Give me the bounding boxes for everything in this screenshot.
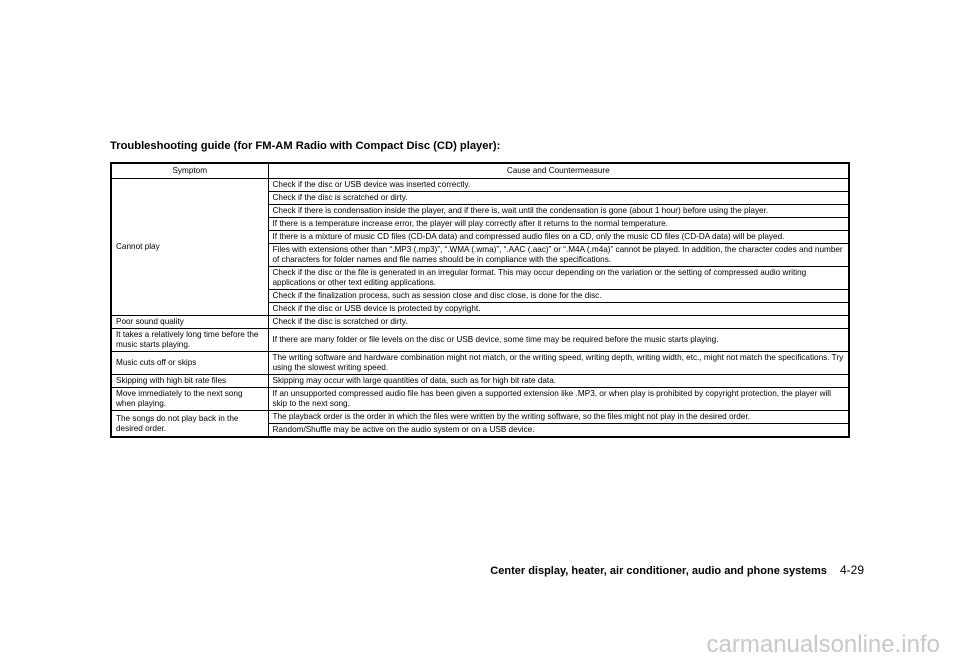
table-row	[111, 329, 849, 352]
table-row	[111, 375, 849, 388]
symptom-cell: Music cuts off or skips	[111, 352, 268, 375]
cause-cell: Skipping may occur with large quantities of data, such as for high bit rate data.	[268, 375, 849, 388]
watermark: carmanualsonline.info	[706, 631, 940, 658]
cause-cell: The writing software and hardware combination might not match, or the writing speed, writing depth, writing width, etc., might not match the specifications. Try using the slowest writing speed.	[268, 352, 849, 375]
cause-cell: Check if the disc is scratched or dirty.	[268, 316, 849, 329]
cause-cell: If there is a temperature increase error, the player will play correctly after it returns to the normal temperature.	[268, 218, 849, 231]
cause-cell: Check if the disc or USB device is protected by copyright.	[268, 303, 849, 316]
table-row	[111, 179, 849, 192]
table-row	[111, 352, 849, 375]
cause-cell: If there are many folder or file levels on the disc or USB device, some time may be required before the music starts playing.	[268, 329, 849, 352]
troubleshooting-table	[110, 162, 850, 438]
page-number: 4-29	[839, 563, 864, 577]
symptom-cell: Skipping with high bit rate files	[111, 375, 268, 388]
cause-cell: Check if there is condensation inside the player, and if there is, wait until the condensation is gone (about 1 hour) before using the player.	[268, 205, 849, 218]
header-symptom: Symptom	[111, 163, 268, 179]
page-heading: Troubleshooting guide (for FM-AM Radio with Compact Disc (CD) player):	[110, 140, 501, 152]
cause-cell: If there is a mixture of music CD files (CD-DA data) and compressed audio files on a CD, only the music CD files (CD-DA data) will be played.	[268, 231, 849, 244]
cause-cell: The playback order is the order in which the files were written by the writing software, so the files might not play in the desired order.	[268, 411, 849, 424]
cause-cell: Check if the disc is scratched or dirty.	[268, 192, 849, 205]
page-footer	[490, 563, 864, 577]
symptom-cell: The songs do not play back in the desired order.	[111, 411, 268, 438]
symptom-cell: Cannot play	[111, 179, 268, 316]
cause-cell: Files with extensions other than “.MP3 (.mp3)”, “.WMA (.wma)”, “.AAC (.aac)” or “.M4A (.m4a)” cannot be played. In addition, the character codes and number of characters for folder names and file names should be in compliance with the specifications.	[268, 244, 849, 267]
cause-cell: Random/Shuffle may be active on the audio system or on a USB device.	[268, 424, 849, 438]
cause-cell: If an unsupported compressed audio file has been given a supported extension like .MP3, or when play is prohibited by copyright protection, the player will skip to the next song.	[268, 388, 849, 411]
cause-cell: Check if the disc or the file is generated in an irregular format. This may occur depending on the variation or the setting of compressed audio writing applications or other text editing applications.	[268, 267, 849, 290]
symptom-cell: It takes a relatively long time before the music starts playing.	[111, 329, 268, 352]
table-row	[111, 411, 849, 424]
table-row	[111, 316, 849, 329]
symptom-cell: Move immediately to the next song when playing.	[111, 388, 268, 411]
table-header-row	[111, 163, 849, 179]
cause-cell: Check if the disc or USB device was inserted correctly.	[268, 179, 849, 192]
symptom-cell: Poor sound quality	[111, 316, 268, 329]
cause-cell: Check if the finalization process, such as session close and disc close, is done for the disc.	[268, 290, 849, 303]
header-cause: Cause and Countermeasure	[268, 163, 849, 179]
footer-section-title: Center display, heater, air conditioner, audio and phone systems	[490, 565, 827, 577]
table-row	[111, 388, 849, 411]
